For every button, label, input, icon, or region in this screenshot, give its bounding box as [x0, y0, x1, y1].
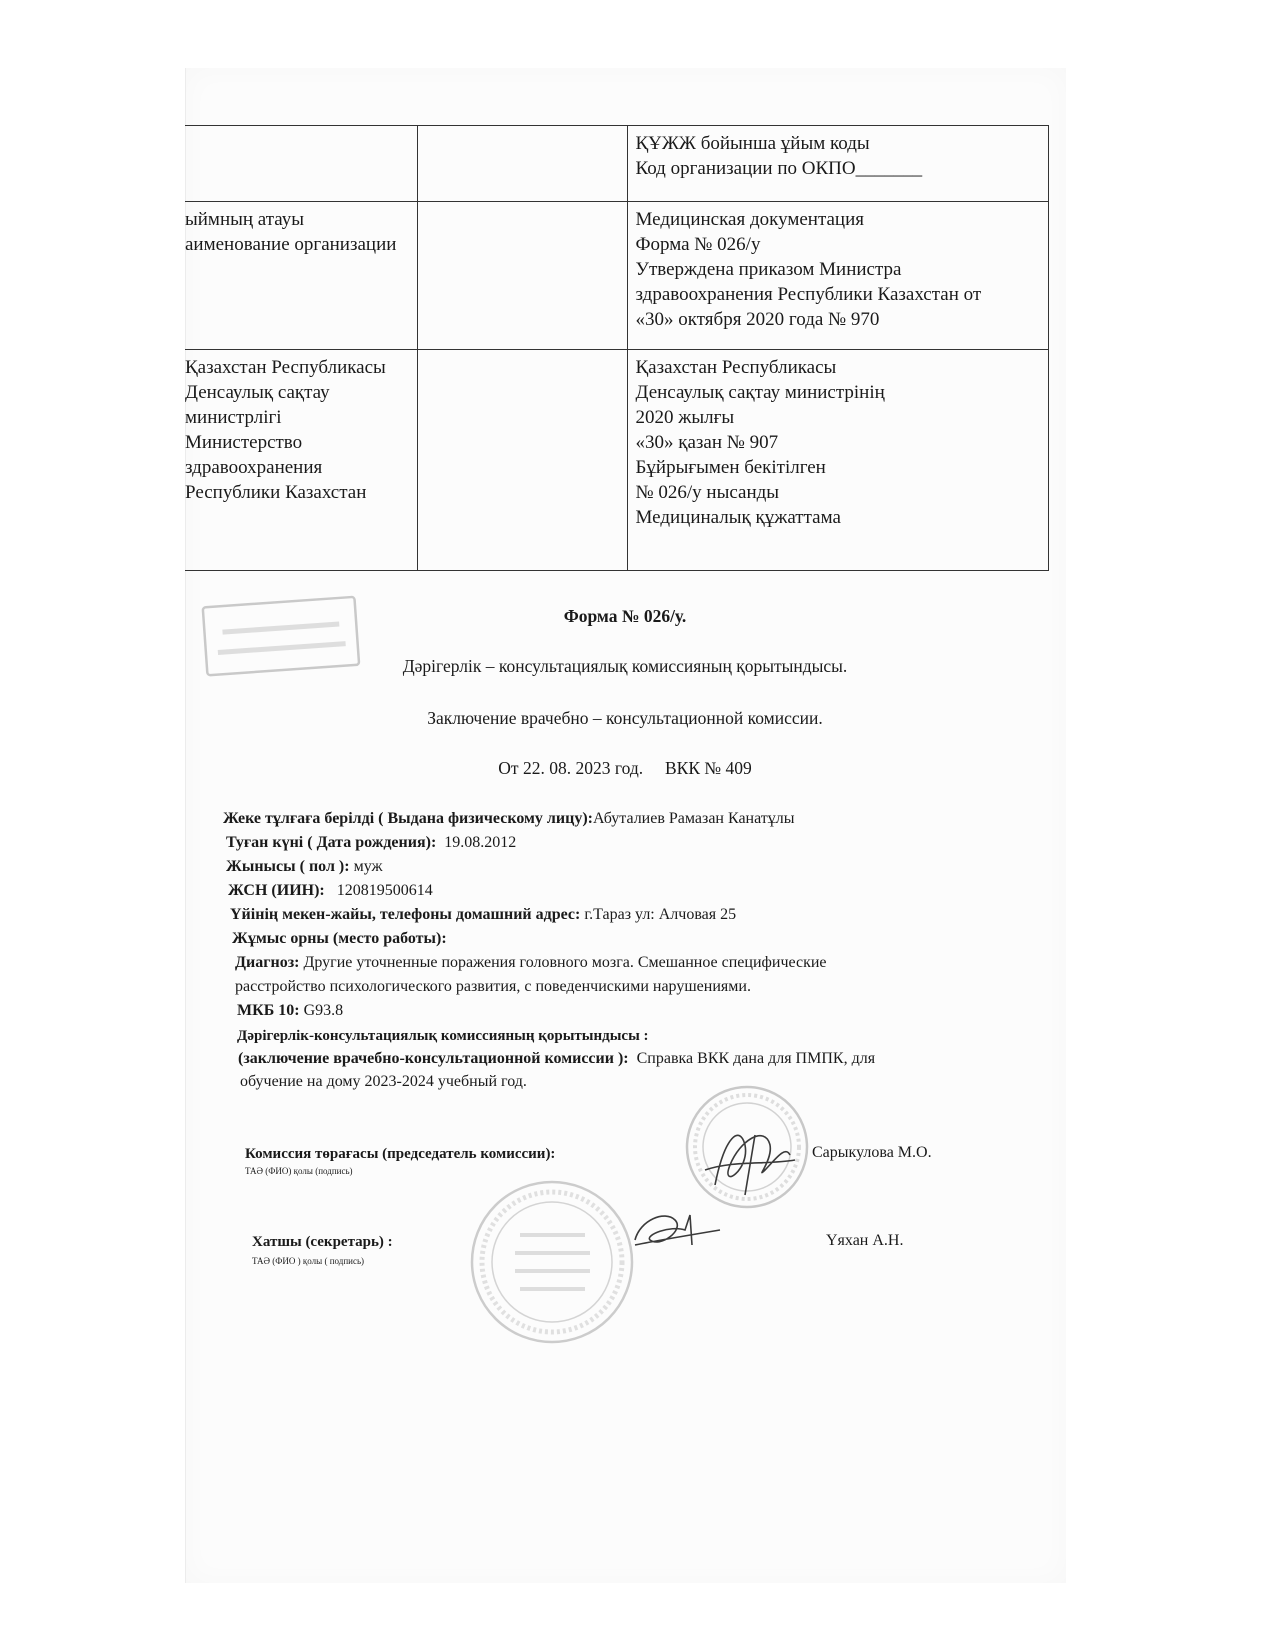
- conclusion-row: [238, 1050, 875, 1068]
- address-value: г.Тараз ул: Алчовая 25: [584, 906, 737, 923]
- sex-value: муж: [353, 858, 383, 875]
- sex-label: Жынысы ( пол ):: [226, 858, 350, 875]
- header-row-ministry: [185, 350, 1048, 571]
- header-table: [185, 125, 1049, 571]
- chair-signature-icon: [695, 1115, 805, 1205]
- conclusion-label-kz: Дәрігерлік-консультациялық комиссияның қорытындысы :: [237, 1028, 649, 1044]
- round-seal-icon: [465, 1175, 640, 1350]
- form-title: Форма № 026/у.: [563, 606, 687, 626]
- organization-name-cell: [185, 202, 417, 350]
- approval-line: Медицинская документация: [635, 209, 865, 230]
- form-approval-cell-ru: [627, 202, 1048, 350]
- work-row: [232, 930, 447, 948]
- chair-name: Сарыкулова М.О.: [812, 1144, 932, 1161]
- secretary-caption: ТАӘ (ФИО ) қолы ( подпись): [252, 1256, 365, 1266]
- iin-row: [228, 882, 433, 900]
- approval-kz-line: «30» қазан № 907: [635, 432, 779, 453]
- header-row-okpo: [185, 126, 1048, 202]
- header-cell-empty: [185, 126, 417, 202]
- header-cell-empty: [417, 126, 627, 202]
- approval-line: «30» октября 2020 года № 970: [635, 309, 880, 330]
- ministry-line: Республики Казахстан: [185, 482, 367, 503]
- diagnosis-text-line1: Другие уточненные поражения головного мозга. Смешанное специфические: [303, 954, 827, 971]
- approval-kz-line: 2020 жылғы: [635, 407, 735, 428]
- dob-value: 19.08.2012: [444, 834, 517, 851]
- approval-line: здравоохранения Республики Казахстан от: [635, 284, 982, 305]
- okpo-line-kz: ҚҰЖЖ бойынша ұйым коды: [635, 133, 870, 154]
- approval-kz-line: № 026/у нысанды: [635, 482, 780, 503]
- header-row-organization: [185, 202, 1048, 350]
- patient-name: Абуталиев Рамазан Канатұлы: [592, 810, 795, 827]
- header-cell-empty: [417, 350, 627, 571]
- secretary-name: Үяхан А.Н.: [826, 1232, 904, 1249]
- address-label: Үйінің мекен-жайы, телефоны домашний адрес:: [230, 906, 581, 923]
- diagnosis-row: [235, 954, 827, 972]
- approval-kz-line: Медициналық құжаттама: [635, 507, 841, 528]
- issued-to-label: Жеке тұлғаға берілді ( Выдана физическому лицу):: [223, 810, 593, 827]
- iin-value: 120819500614: [336, 882, 433, 899]
- issued-to-row: [223, 810, 795, 828]
- ministry-line: Министерство: [185, 432, 303, 453]
- organization-name-kz: ыймның атауы: [185, 209, 305, 230]
- conclusion-text-line1: Справка ВКК дана для ПМПК, для: [636, 1050, 876, 1067]
- title-ru: Заключение врачебно – консультационной комиссии.: [427, 708, 823, 728]
- ministry-line: Қазахстан Республикасы: [185, 357, 386, 378]
- secretary-label: Хатшы (секретарь) :: [252, 1234, 393, 1250]
- mkb-row: [237, 1002, 343, 1020]
- ministry-line: здравоохранения: [185, 457, 323, 478]
- ministry-line: министрлігі: [185, 407, 282, 428]
- approval-kz-line: Денсаулық сақтау министрінің: [635, 382, 885, 403]
- sex-row: [226, 858, 383, 876]
- address-row: [230, 906, 736, 924]
- header-cell-empty: [417, 202, 627, 350]
- dob-label: Туған күні ( Дата рождения):: [226, 834, 437, 851]
- chair-caption: ТАӘ (ФИО) қолы (подпись): [245, 1166, 353, 1176]
- title-kz: Дәрігерлік – консультациялық комиссияның қорытындысы.: [402, 656, 848, 676]
- approval-line: Утверждена приказом Министра: [635, 259, 902, 280]
- form-approval-cell-kz: [627, 350, 1048, 571]
- chair-label: Комиссия төрағасы (председатель комиссии):: [245, 1146, 556, 1162]
- mkb-value: G93.8: [303, 1002, 344, 1019]
- dob-row: [226, 834, 516, 852]
- conclusion-label-ru: (заключение врачебно-консультационной комиссии ):: [238, 1050, 629, 1067]
- iin-label: ЖСН (ИИН):: [228, 882, 325, 899]
- okpo-line-ru: Код организации по ОКПО_______: [635, 158, 923, 179]
- okpo-cell: [627, 126, 1048, 202]
- ministry-line: Денсаулық сақтау: [185, 382, 330, 403]
- work-label: Жұмыс орны (место работы):: [232, 930, 447, 947]
- secretary-signature-icon: [630, 1200, 725, 1260]
- organization-name-ru: аименование организации: [185, 234, 397, 255]
- conclusion-text-line2: обучение на дому 2023-2024 учебный год.: [240, 1073, 527, 1090]
- approval-kz-line: Қазахстан Республикасы: [635, 357, 837, 378]
- diagnosis-label: Диагноз:: [235, 954, 300, 971]
- ministry-cell: [185, 350, 417, 571]
- approval-line: Форма № 026/у: [635, 234, 761, 255]
- approval-kz-line: Бұйрығымен бекітілген: [635, 457, 826, 478]
- mkb-label: МКБ 10:: [237, 1002, 300, 1019]
- diagnosis-text-line2: расстройство психологического развития, с поведенчискими нарушениями.: [235, 978, 751, 995]
- date-and-number: От 22. 08. 2023 год. ВКК № 409: [498, 758, 752, 778]
